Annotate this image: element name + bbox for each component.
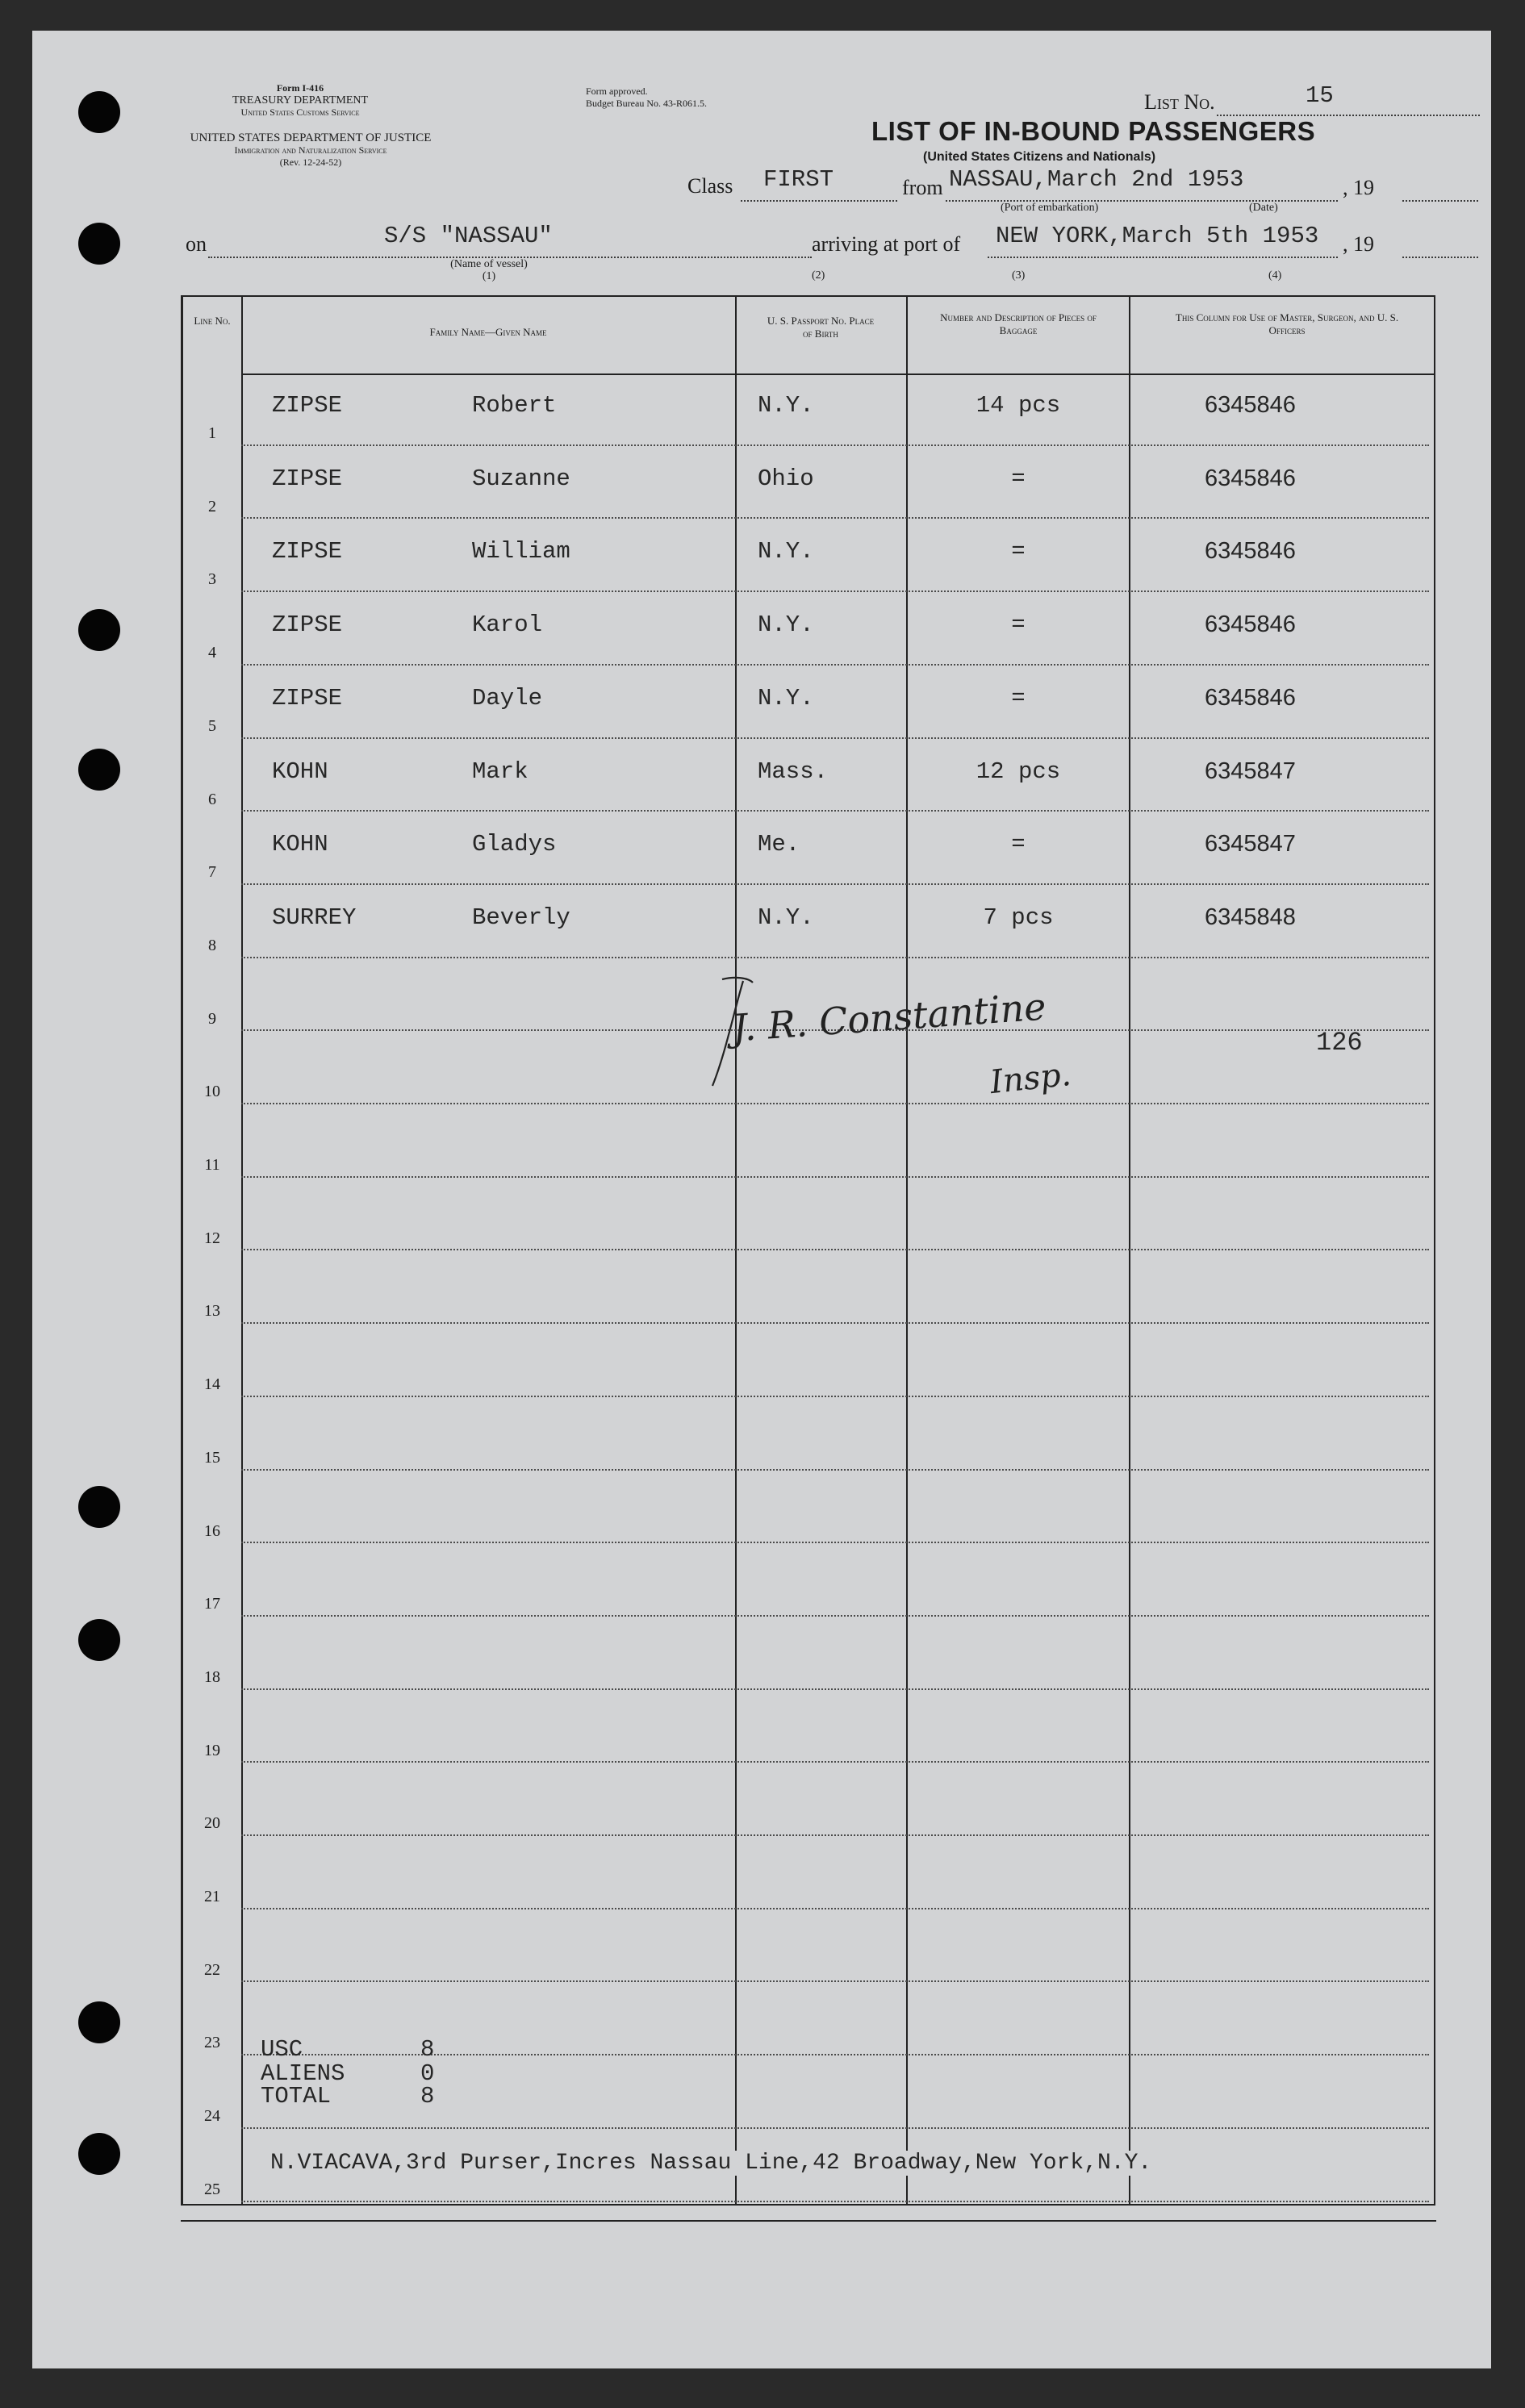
row-divider — [241, 1834, 1429, 1836]
line-number: 17 — [204, 1595, 220, 1613]
year-suffix: , 19 — [1343, 176, 1374, 199]
caption-4: (4) — [1268, 269, 1282, 282]
line-number: 18 — [204, 1667, 220, 1686]
line-number: 14 — [204, 1375, 220, 1394]
passenger-family: KOHN — [272, 757, 328, 785]
passenger-given: Suzanne — [472, 465, 570, 492]
row-divider — [241, 1396, 1429, 1397]
row-divider — [241, 883, 1429, 885]
vessel-caption-text: (Name of vessel) — [450, 258, 528, 270]
passenger-birth: N.Y. — [758, 392, 814, 419]
page-title: LIST OF IN-BOUND PASSENGERS — [871, 116, 1316, 146]
class-line — [741, 200, 897, 202]
date-caption: (Date) — [1249, 202, 1278, 214]
from-value: NASSAU,March 2nd 1953 — [949, 166, 1244, 193]
year-line — [1402, 200, 1478, 202]
form-number: Form I-416 — [276, 82, 324, 94]
passenger-given: William — [472, 538, 570, 565]
row-divider — [241, 737, 1429, 739]
line-number: 1 — [208, 424, 216, 442]
arriving-line — [988, 257, 1338, 258]
usc-value: 8 — [420, 2036, 435, 2063]
row-divider — [241, 664, 1429, 666]
row-divider — [241, 1322, 1429, 1324]
line-number: 5 — [208, 716, 216, 735]
justice-department: UNITED STATES DEPARTMENT OF JUSTICE — [190, 131, 432, 144]
line-number: 4 — [208, 644, 216, 662]
passenger-code: 6345846 — [1205, 538, 1296, 565]
vessel-caption — [424, 258, 554, 282]
year-suffix: , 19 — [1343, 232, 1374, 256]
approval-block — [586, 86, 707, 110]
bottom-rule — [181, 2220, 1436, 2222]
row-divider — [241, 517, 1429, 519]
header-passport: U. S. Passport No. Place of Birth — [767, 315, 875, 340]
passenger-code: 6345846 — [1205, 611, 1296, 638]
passenger-given: Dayle — [472, 684, 543, 712]
document-page — [32, 31, 1491, 2368]
row-divider — [241, 1688, 1429, 1690]
passenger-baggage: 12 pcs — [976, 757, 1061, 785]
passenger-code: 6345847 — [1205, 831, 1296, 858]
binder-hole — [78, 91, 120, 133]
class-value: FIRST — [763, 166, 834, 193]
line-number: 16 — [204, 1521, 220, 1540]
passenger-family: ZIPSE — [272, 392, 343, 419]
binder-hole — [78, 609, 120, 651]
passenger-table — [181, 295, 1435, 2206]
line-number: 19 — [204, 1741, 220, 1759]
binder-hole — [78, 1486, 120, 1528]
row-divider — [241, 1761, 1429, 1763]
line-number: 8 — [208, 936, 216, 954]
binder-hole — [78, 2001, 120, 2043]
passenger-given: Mark — [472, 757, 529, 785]
passenger-code: 6345846 — [1205, 684, 1296, 711]
passenger-code: 6345846 — [1205, 465, 1296, 491]
row-divider — [241, 2054, 1429, 2055]
row-divider — [241, 1176, 1429, 1178]
line-number: 12 — [204, 1229, 220, 1247]
line-number: 3 — [208, 570, 216, 589]
line-number: 7 — [208, 863, 216, 882]
aliens-value: 0 — [420, 2060, 435, 2087]
list-no-label: List No. — [1144, 90, 1215, 114]
passenger-birth: Mass. — [758, 757, 829, 785]
passenger-code: 6345847 — [1205, 757, 1296, 784]
page-subtitle: (United States Citizens and Nationals) — [923, 150, 1156, 164]
usc-label: USC — [261, 2036, 303, 2063]
row-divider — [241, 1980, 1429, 1982]
signature-name: J. R. Constantine — [730, 984, 1048, 1050]
line-number: 21 — [204, 1888, 220, 1905]
row-divider — [241, 444, 1429, 446]
passenger-baggage: 7 pcs — [983, 904, 1054, 931]
binder-hole — [78, 2133, 120, 2175]
binder-hole — [78, 749, 120, 791]
on-label: on — [186, 232, 207, 256]
row-divider — [241, 1249, 1429, 1250]
passenger-baggage: = — [1011, 538, 1026, 565]
header-divider — [241, 374, 1434, 375]
line-number: 23 — [204, 2034, 220, 2052]
passenger-birth: Me. — [758, 831, 800, 858]
row-divider — [241, 810, 1429, 812]
passenger-family: ZIPSE — [272, 465, 343, 492]
line-number: 10 — [204, 1083, 220, 1101]
line-number: 13 — [204, 1302, 220, 1321]
budget-bureau: Budget Bureau No. 43-R061.5. — [586, 98, 707, 109]
header-baggage: Number and Description of Pieces of Baggage — [940, 311, 1097, 336]
header-name: Family Name—Given Name — [429, 326, 547, 338]
header-officers: This Column for Use of Master, Surgeon, and U. S. Officers — [1175, 311, 1399, 336]
passenger-baggage: = — [1011, 611, 1026, 639]
vessel-value: S/S "NASSAU" — [384, 223, 553, 249]
year-line — [1402, 257, 1478, 258]
passenger-code: 6345848 — [1205, 904, 1296, 930]
line-number: 2 — [208, 497, 216, 515]
line-number: 11 — [204, 1156, 220, 1174]
row-divider — [241, 1615, 1429, 1617]
arriving-value: NEW YORK,March 5th 1953 — [996, 223, 1319, 249]
passenger-given: Robert — [472, 392, 557, 419]
passenger-given: Gladys — [472, 831, 557, 858]
passenger-baggage: = — [1011, 831, 1026, 858]
passenger-family: ZIPSE — [272, 684, 343, 712]
row-divider — [241, 1542, 1429, 1543]
row-divider — [241, 2201, 1429, 2202]
line-number: 6 — [208, 790, 216, 808]
list-no-value: 15 — [1306, 82, 1334, 109]
passenger-baggage: = — [1011, 684, 1026, 712]
officer-note: 126 — [1316, 1028, 1363, 1058]
passenger-birth: N.Y. — [758, 904, 814, 931]
passenger-birth: N.Y. — [758, 684, 814, 712]
row-divider — [241, 1908, 1429, 1909]
from-label: from — [902, 176, 943, 199]
purser-line: N.VIACAVA,3rd Purser,Incres Nassau Line,42 Broadway,New York,N.Y. — [270, 2151, 1156, 2176]
passenger-baggage: = — [1011, 465, 1026, 492]
passenger-given: Karol — [472, 611, 543, 639]
aliens-label: ALIENS — [261, 2060, 345, 2087]
passenger-birth: Ohio — [758, 465, 814, 492]
line-number: 24 — [204, 2107, 220, 2126]
binder-hole — [78, 223, 120, 265]
passenger-baggage: 14 pcs — [976, 392, 1061, 419]
vessel-caption-number: (1) — [482, 270, 496, 282]
passenger-code: 6345846 — [1205, 392, 1296, 418]
total-value: 8 — [420, 2083, 435, 2110]
form-approved: Form approved. — [586, 86, 648, 97]
line-number: 25 — [204, 2180, 220, 2198]
passenger-family: SURREY — [272, 904, 357, 931]
line-number: 22 — [204, 1960, 220, 1979]
passenger-birth: N.Y. — [758, 611, 814, 639]
class-label: Class — [687, 174, 733, 198]
justice-block — [178, 132, 444, 169]
passenger-given: Beverly — [472, 904, 570, 931]
ins-service: Immigration and Naturalization Service — [234, 144, 387, 156]
arriving-label: arriving at port of — [812, 232, 961, 256]
caption-2: (2) — [812, 269, 825, 282]
passenger-birth: N.Y. — [758, 538, 814, 565]
binder-hole — [78, 1619, 120, 1661]
row-divider — [241, 591, 1429, 592]
line-number: 15 — [204, 1448, 220, 1467]
form-revision: (Rev. 12-24-52) — [279, 156, 342, 168]
line-number: 9 — [208, 1009, 216, 1028]
agency-block — [179, 82, 421, 119]
passenger-family: ZIPSE — [272, 538, 343, 565]
passenger-family: KOHN — [272, 831, 328, 858]
customs-service: United States Customs Service — [240, 106, 360, 118]
line-number: 20 — [204, 1814, 220, 1833]
row-divider — [241, 2127, 1429, 2129]
port-caption: (Port of embarkation) — [1001, 202, 1099, 214]
signature-title: Insp. — [988, 1055, 1073, 1102]
caption-3: (3) — [1012, 269, 1026, 282]
total-label: TOTAL — [261, 2083, 332, 2110]
row-divider — [241, 1469, 1429, 1471]
header-line-no: Line No. — [194, 315, 231, 327]
passenger-family: ZIPSE — [272, 611, 343, 639]
treasury-department: TREASURY DEPARTMENT — [232, 94, 369, 106]
